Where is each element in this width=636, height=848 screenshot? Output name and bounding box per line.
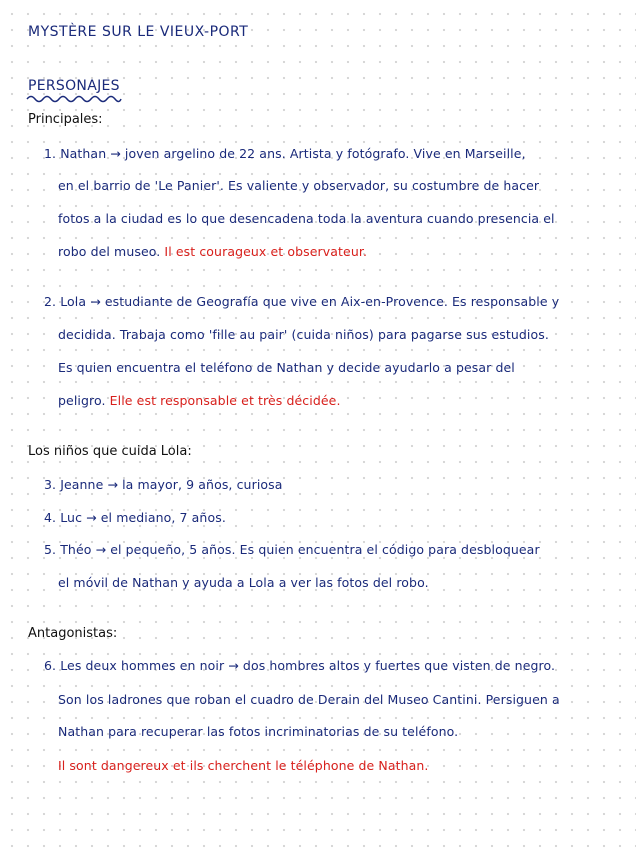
page-title: MYSTÈRE SUR LE VIEUX-PORT (28, 24, 249, 40)
subheading-antagonistas: Antagonistas: (28, 626, 118, 641)
heading-underline-squiggle (26, 94, 122, 104)
entry-5-line-1: 5. Théo → el pequeño, 5 años. Es quien encuentra el código para desbloquear (44, 542, 540, 557)
subheading-principales: Principales: (28, 112, 103, 127)
entry-1-french-note: Il est courageux et observateur. (164, 244, 368, 259)
entry-2-line-3: Es quien encuentra el teléfono de Nathan y decide ayudarlo a pesar del (58, 360, 515, 375)
entry-1-line-3: fotos a la ciudad es lo que desencadena toda la aventura cuando presencia el (58, 211, 555, 226)
section-heading: PERSONAJES (28, 78, 120, 94)
entry-2-line-4-text: peligro. (58, 393, 106, 408)
entry-2-line-2: decidida. Trabaja como 'fille au pair' (cuida niños) para pagarse sus estudios. (58, 327, 549, 342)
entry-6-line-2: Son los ladrones que roban el cuadro de Derain del Museo Cantini. Persiguen a (58, 692, 560, 707)
entry-1-line-1: 1. Nathan → joven argelino de 22 ans. Artista y fotógrafo. Vive en Marseille, (44, 146, 526, 161)
entry-1-line-2: en el barrio de 'Le Panier'. Es valiente y observador, su costumbre de hacer (58, 178, 540, 193)
subheading-ninos: Los niños que cuida Lola: (28, 444, 192, 459)
entry-6-line-1: 6. Les deux hommes en noir → dos hombres altos y fuertes que visten de negro. (44, 658, 556, 673)
entry-3-line-1: 3. Jeanne → la mayor, 9 años, curiosa (44, 477, 283, 492)
entry-6-french-note: Il sont dangereux et ils cherchent le téléphone de Nathan. (58, 758, 429, 773)
entry-1-line-4-text: robo del museo. (58, 244, 161, 259)
entry-2-line-1: 2. Lola → estudiante de Geografía que vive en Aix-en-Provence. Es responsable y (44, 294, 560, 309)
entry-2-line-4 (58, 393, 341, 408)
entry-5-line-2: el móvil de Nathan y ayuda a Lola a ver las fotos del robo. (58, 575, 429, 590)
entry-1-line-4 (58, 244, 367, 259)
entry-4-line-1: 4. Luc → el mediano, 7 años. (44, 510, 226, 525)
entry-6-line-3: Nathan para recuperar las fotos incriminatorias de su teléfono. (58, 724, 459, 739)
entry-2-french-note: Elle est responsable et très décidée. (109, 393, 341, 408)
